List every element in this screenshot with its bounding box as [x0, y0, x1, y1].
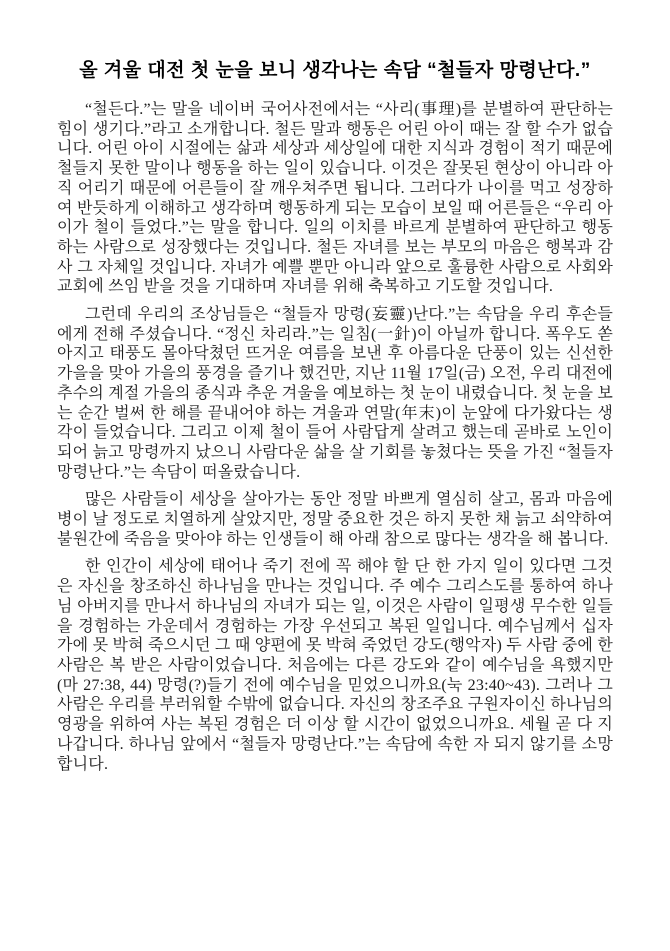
paragraph-4: 한 인간이 세상에 태어나 죽기 전에 꼭 해야 할 단 한 가지 일이 있다면 그것은 자신을 창조하신 하나님을 만나는 것입니다. 주 예수 그리스도를 통하여 하나님 아버지를 만나서 하나님의 자녀가 되는 일, 이것은 사람이 일평생 무수한 일들을 경험하는 가운데서 경험하는 가장 우선되고 복된 일입니다. 예수님께서 십자가에 못 박혀 죽으시던 그 때 양편에 못 박혀 죽었던 강도(행악자) 두 사람 중에 한 사람은 복 받은 사람이었습니다. 처음에는 다른 강도와 같이 예수님을 욕했지만(마 27:38, 44) 망령(?)들기 전에 예수님을 믿었으니까요(눅 23:40~43). 그러나 그 사람은 우리를 부러워할 수밖에 없습니다. 자신의 창조주요 구원자이신 하나님의 영광을 위하여 사는 복된 경험은 더 이상 할 시간이 없었으니까요. 세월 곧 다 지나갑니다. 하나님 앞에서 “철들자 망령난다.”는 속담에 속한 자 되지 않기를 소망합니다.: [57, 558, 613, 773]
paragraph-2: 그런데 우리의 조상님들은 “철들자 망령(妄靈)난다.”는 속담을 우리 후손들에게 전해 주셨습니다. “정신 차리라.”는 일침(一針)이 아닐까 합니다. 폭우도 쏟아지고 태풍도 몰아닥쳤던 뜨거운 여름을 보낸 후 아름다운 단풍이 있는 신선한 가을을 맞아 가을의 풍경을 즐기나 했건만, 지난 11월 17일(금) 오전, 우리 대전에 추수의 계절 가을의 종식과 추운 겨울을 예보하는 첫 눈이 내렸습니다. 첫 눈을 보는 순간 벌써 한 해를 끝내어야 하는 겨울과 연말(年末)이 눈앞에 다가왔다는 생각이 들었습니다. 그리고 이제 철이 들어 사람답게 살려고 했는데 곧바로 노인이 되어 늙고 망령까지 났으니 사람다운 삶을 살 기회를 놓쳤다는 뜻을 가진 “철들자 망령난다.”는 속담이 떠올랐습니다.: [57, 306, 613, 481]
paragraph-3: 많은 사람들이 세상을 살아가는 동안 정말 바쁘게 열심히 살고, 몸과 마음에 병이 날 정도로 치열하게 살았지만, 정말 중요한 것은 하지 못한 채 늙고 쇠약하여 불원간에 죽음을 맞아야 하는 인생들이 해 아래 참으로 많다는 생각을 해 봅니다.: [57, 491, 613, 548]
document-body: [57, 100, 613, 774]
document-title: 올 겨울 대전 첫 눈을 보니 생각나는 속담 “철들자 망령난다.”: [79, 60, 591, 81]
paragraph-1: “철든다.”는 말을 네이버 국어사전에서는 “사리(事理)를 분별하여 판단하는 힘이 생기다.”라고 소개합니다. 철든 말과 행동은 어린 아이 때는 잘 할 수가 없습니다. 어린 아이 시절에는 삶과 세상과 세상일에 대한 지식과 경험이 적기 때문에 철들지 못한 말이나 행동을 하는 일이 있습니다. 이것은 잘못된 현상이 아니라 아직 어리기 때문에 어른들이 잘 깨우쳐주면 됩니다. 그러다가 나이를 먹고 성장하여 반듯하게 이해하고 생각하며 행동하게 되는 모습이 보일 때 어른들은 “우리 아이가 철이 들었다.”는 말을 합니다. 일의 이치를 바르게 분별하여 판단하고 행동하는 사람으로 성장했다는 것입니다. 철든 자녀를 보는 부모의 마음은 행복과 감사 그 자체일 것입니다. 자녀가 예쁠 뿐만 아니라 앞으로 훌륭한 사람으로 사회와 교회에 쓰임 받을 것을 기대하며 자녀를 위해 축복하고 기도할 것입니다.: [57, 101, 613, 296]
